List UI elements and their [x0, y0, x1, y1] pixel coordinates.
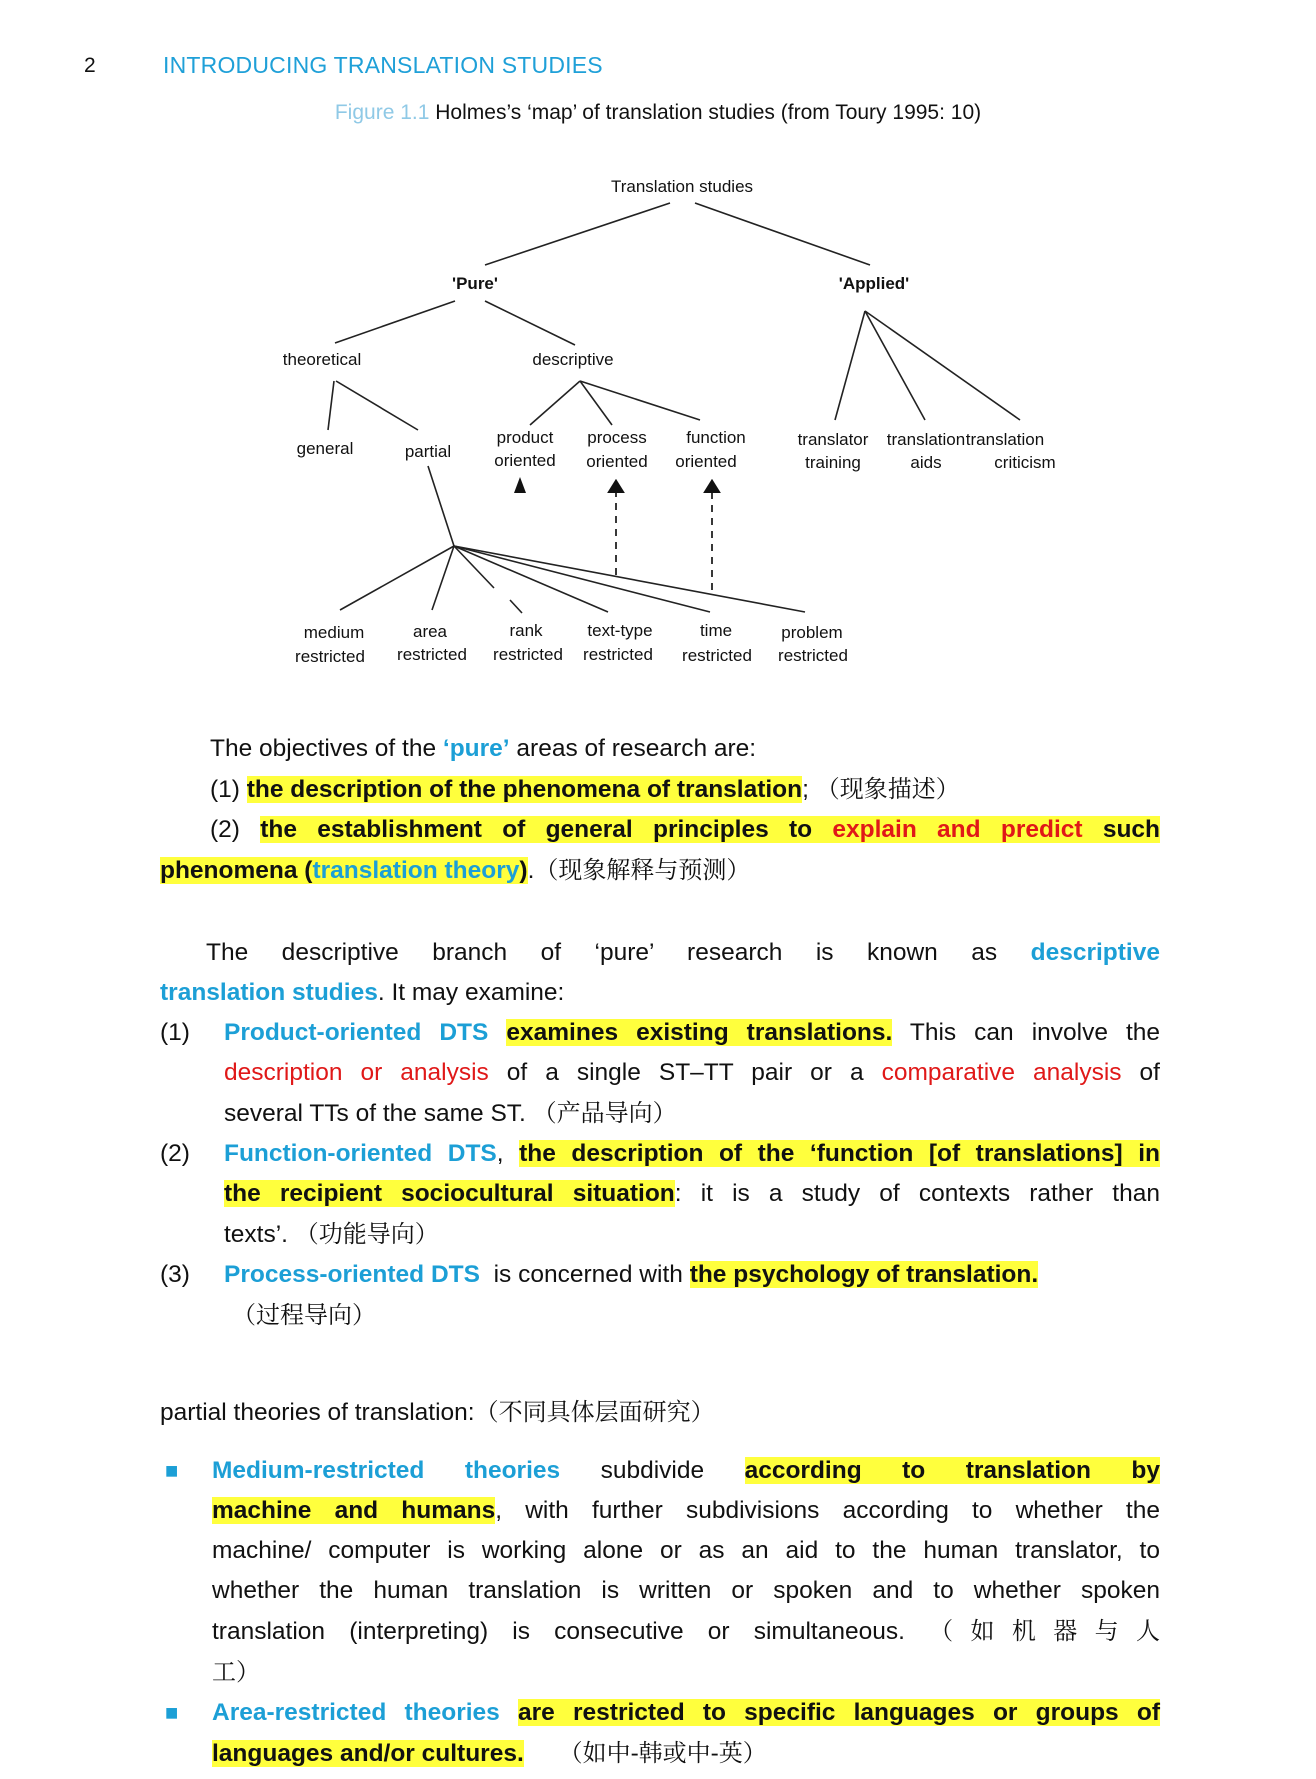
product-oriented-text-3: of	[1121, 1059, 1160, 1086]
objective-1-chinese: （现象描述）	[815, 775, 960, 803]
area-highlight-1: are restricted to specific languages or groups of	[518, 1699, 1161, 1726]
node-applied: 'Applied'	[838, 274, 910, 293]
node-function-line2: oriented	[675, 452, 737, 471]
dts-item-product	[160, 1013, 1160, 1134]
page-number: 2	[84, 54, 96, 77]
node-theoretical: theoretical	[282, 350, 362, 369]
dts-item-number: (2)	[160, 1140, 190, 1167]
holmes-map-diagram	[0, 160, 1316, 680]
node-pure: 'Pure'	[452, 274, 498, 293]
function-oriented-text-2: texts’.	[224, 1221, 295, 1248]
node-translation-aids-line2: aids	[910, 453, 942, 472]
comparative-analysis-term: comparative analysis	[881, 1059, 1122, 1086]
pure-term: ‘pure’	[442, 735, 510, 762]
area-line1	[212, 1693, 1160, 1733]
descriptive-intro-line2	[160, 973, 1160, 1013]
node-area-line2: restricted	[397, 645, 467, 664]
bullet-area-restricted	[160, 1693, 1160, 1774]
process-oriented-highlight: the psychology of translation.	[689, 1261, 1039, 1288]
pure-intro-text: The objectives of the	[210, 735, 443, 762]
node-translation-criticism-line1: translation	[965, 430, 1045, 449]
medium-restricted-term: Medium-restricted theories	[212, 1457, 561, 1484]
dts-item-number: (1)	[160, 1019, 190, 1046]
node-product-line2: oriented	[494, 451, 556, 470]
node-problem-line1: problem	[781, 623, 843, 642]
product-oriented-term: Product-oriented DTS	[224, 1019, 489, 1046]
pure-objectives	[160, 729, 1160, 891]
dts-term-part1: descriptive	[1030, 939, 1160, 966]
dts-item-product-line2	[224, 1053, 1160, 1093]
medium-text-1: subdivide	[560, 1457, 745, 1484]
area-chinese: （如中-韩或中-英）	[558, 1739, 767, 1767]
dts-item-number: (3)	[160, 1261, 190, 1288]
medium-line5	[212, 1611, 1160, 1652]
descriptive-intro-line1	[160, 933, 1160, 973]
dts-item-function-line3	[224, 1214, 1160, 1255]
medium-text-5: translation (interpreting) is consecutive or simultaneous.	[212, 1618, 930, 1645]
node-time-line1: time	[699, 621, 733, 640]
node-function-line1: function	[686, 428, 746, 447]
product-oriented-text-2: of a single ST–TT pair or a	[488, 1059, 882, 1086]
objective-2-chinese: （现象解释与预测）	[534, 856, 751, 884]
figure-caption-text: Holmes’s ‘map’ of translation studies (from Toury 1995: 10)	[435, 101, 982, 124]
node-time-line2: restricted	[682, 646, 752, 665]
medium-highlight-2: machine and humans	[212, 1497, 496, 1524]
area-line2	[212, 1733, 1160, 1774]
area-highlight-2: languages and/or cultures.	[212, 1740, 524, 1767]
medium-line3	[212, 1531, 1160, 1571]
dts-term-part2: translation studies	[160, 979, 378, 1006]
descriptive-intro-end: . It may examine:	[377, 979, 565, 1006]
objective-2-red-text: explain and predict	[832, 816, 1083, 843]
area-text-1	[500, 1699, 518, 1726]
descriptive-intro-text: The descriptive branch of ‘pure’ research is known as	[206, 939, 1031, 966]
descriptive-section	[160, 933, 1160, 1013]
node-medium-line2: restricted	[295, 647, 365, 666]
node-translator-training-line1: translator	[797, 430, 869, 449]
function-oriented-text: : it is a study of contexts rather than	[674, 1180, 1160, 1207]
partial-heading-text: partial theories of translation:	[160, 1399, 475, 1426]
objective-2-highlight-2	[160, 857, 528, 884]
objective-2-text-a: the establishment of general principles to	[260, 816, 833, 843]
objective-2-line1	[160, 810, 1160, 850]
node-rank-line1: rank	[509, 621, 543, 640]
objective-1	[160, 769, 1160, 810]
node-translation-studies: Translation studies	[610, 177, 754, 196]
dts-item-product-line3	[224, 1093, 1160, 1134]
medium-text-3: machine/ computer is working alone or as an aid to the human translator, to	[212, 1537, 1160, 1564]
node-rank-line2: restricted	[493, 645, 563, 664]
objective-2-period: .	[527, 857, 535, 884]
dts-item-process-line2	[232, 1295, 1160, 1336]
dts-list	[160, 1013, 1160, 1336]
translation-theory-term: translation theory	[312, 857, 520, 884]
product-oriented-text: This can involve the	[892, 1019, 1161, 1046]
process-oriented-text: is concerned with	[479, 1261, 690, 1288]
objective-2-text-c: phenomena (	[160, 857, 313, 884]
partial-theories-heading	[160, 1392, 1160, 1433]
medium-line6	[212, 1652, 1160, 1693]
node-problem-line2: restricted	[778, 646, 848, 665]
node-translation-criticism-line2: criticism	[994, 453, 1056, 472]
node-process-line2: oriented	[586, 452, 648, 471]
dts-item-process-line1	[224, 1255, 1160, 1295]
function-oriented-comma: ,	[496, 1140, 520, 1167]
product-oriented-chinese: （产品导向）	[532, 1099, 677, 1127]
node-translation-aids-line1: translation	[886, 430, 966, 449]
objective-2-line2	[160, 850, 1160, 891]
node-area-line1: area	[412, 622, 448, 641]
objective-2-text-d: )	[519, 857, 528, 884]
dts-item-function-line1	[224, 1134, 1160, 1174]
square-bullet-icon: ■	[165, 1700, 179, 1725]
objective-2-number: (2)	[210, 816, 261, 843]
node-process-line1: process	[587, 428, 647, 447]
objective-1-text: the description of the phenomena of translation	[246, 776, 803, 803]
function-oriented-chinese: （功能导向）	[294, 1220, 439, 1248]
node-partial: partial	[404, 442, 452, 461]
medium-chinese-2: 工）	[212, 1658, 260, 1686]
pure-intro-text-end: areas of research are:	[509, 735, 757, 762]
figure-caption	[0, 101, 1316, 125]
objective-1-number: (1)	[210, 776, 247, 803]
medium-text-4: whether the human translation is written or spoken and to whether spoken	[212, 1577, 1160, 1604]
area-restricted-term: Area-restricted theories	[212, 1699, 500, 1726]
figure-label: Figure 1.1	[334, 101, 430, 124]
node-texttype-line2: restricted	[583, 645, 653, 664]
partial-heading-chinese: （不同具体层面研究）	[474, 1398, 715, 1426]
medium-line4	[212, 1571, 1160, 1611]
medium-text-2: , with further subdivisions according to whether the	[495, 1497, 1160, 1524]
node-texttype-line1: text-type	[587, 621, 653, 640]
process-oriented-chinese: （过程导向）	[232, 1301, 376, 1329]
pure-intro-line	[160, 729, 1160, 769]
dts-item-function-line2	[224, 1174, 1160, 1214]
node-descriptive: descriptive	[532, 350, 614, 369]
function-oriented-highlight-2: the recipient sociocultural situation	[224, 1180, 675, 1207]
objective-2-text-b: such	[1082, 816, 1161, 843]
node-product-line1: product	[496, 428, 554, 447]
objective-2-highlight	[260, 816, 1160, 843]
medium-line2	[212, 1491, 1160, 1531]
medium-line1	[212, 1451, 1160, 1491]
square-bullet-icon: ■	[165, 1458, 179, 1483]
medium-highlight-1: according to translation by	[744, 1457, 1160, 1484]
dts-item-function	[160, 1134, 1160, 1255]
running-title: INTRODUCING TRANSLATION STUDIES	[163, 52, 603, 78]
node-translator-training-line2: training	[805, 453, 861, 472]
bullet-medium-restricted	[160, 1451, 1160, 1693]
function-oriented-term: Function-oriented DTS	[224, 1140, 497, 1167]
partial-bullets	[160, 1451, 1160, 1774]
node-general: general	[296, 439, 354, 458]
product-oriented-text-4: several TTs of the same ST.	[224, 1100, 533, 1127]
dts-item-process	[160, 1255, 1160, 1336]
description-analysis-term: description or analysis	[224, 1059, 489, 1086]
process-oriented-term: Process-oriented DTS	[224, 1261, 480, 1288]
function-oriented-highlight: the description of the ‘function [of translations] in	[519, 1140, 1160, 1167]
product-oriented-highlight: examines existing translations.	[506, 1019, 893, 1046]
node-medium-line1: medium	[303, 623, 365, 642]
objective-1-semicolon: ;	[802, 776, 809, 803]
dts-item-product-line1	[224, 1013, 1160, 1053]
medium-chinese-1: （如机器与人	[929, 1617, 1161, 1645]
